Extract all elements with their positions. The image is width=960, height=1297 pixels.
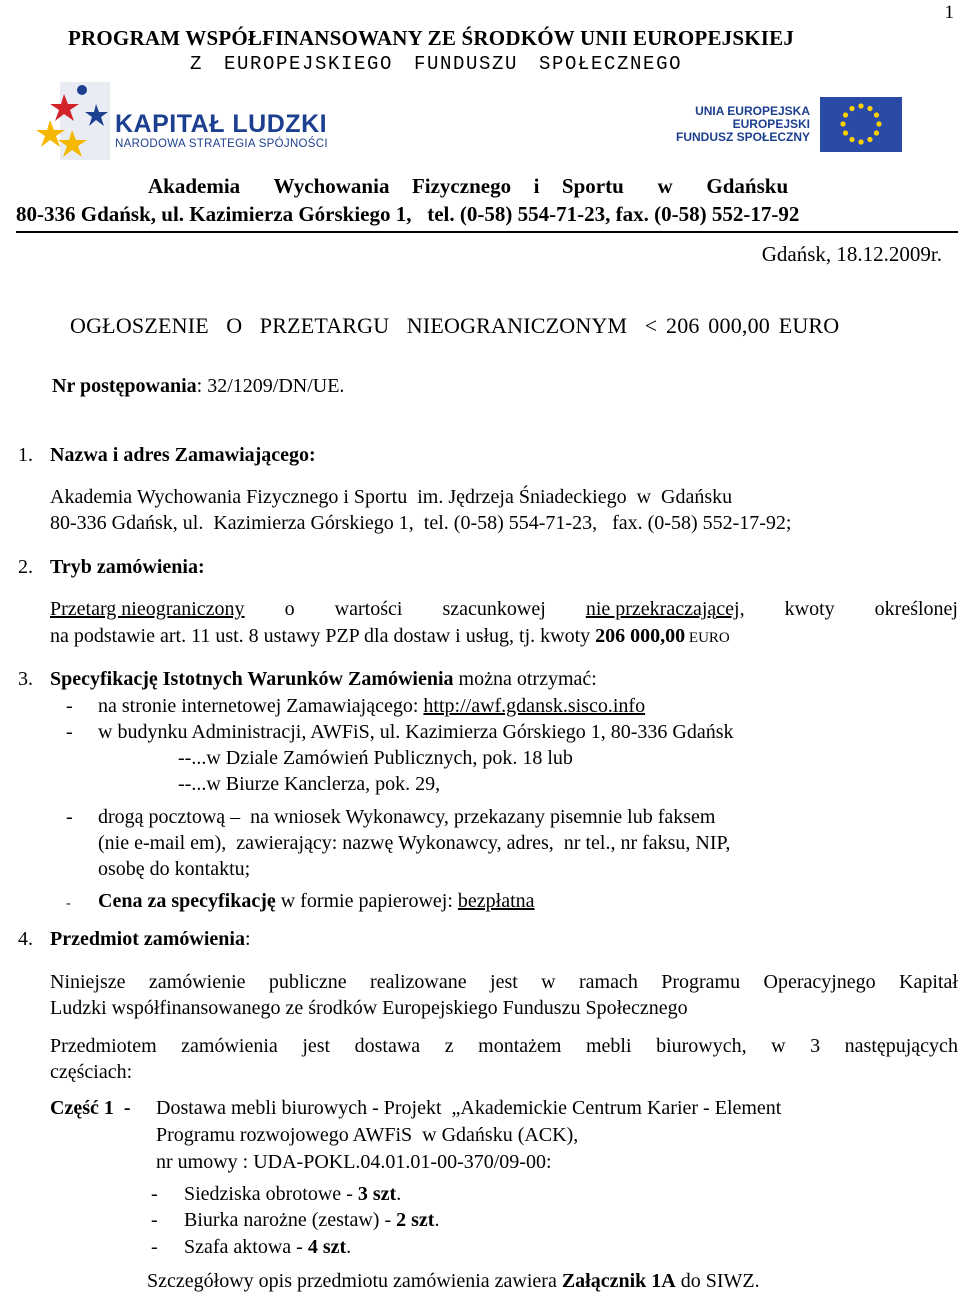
eu-label-line2: EUROPEJSKI (732, 117, 810, 131)
page-number: 1 (944, 2, 954, 23)
item-dash: - (151, 1209, 158, 1231)
currency: EURO (685, 630, 730, 646)
price-label: Cena za specyfikację (98, 890, 276, 912)
word: mebli (585, 1035, 632, 1057)
item-qty: 3 szt (357, 1183, 397, 1205)
kapital-ludzki-subtitle: NARODOWA STRATEGIA SPÓJNOŚCI (115, 138, 328, 150)
section-3-number: 3. (18, 668, 33, 690)
section-2-line2 (50, 625, 730, 648)
section-4-heading: Przedmiot zamówienia (50, 928, 245, 950)
item-name: Szafa aktowa - (184, 1236, 308, 1258)
section-3-heading-rest: można otrzymać: (453, 668, 597, 690)
bullet-dash: - (66, 896, 71, 911)
section-4-p1-line1 (50, 971, 958, 994)
detail-end: do SIWZ. (675, 1270, 760, 1292)
section-2-heading: Tryb zamówienia: (50, 556, 205, 578)
eu-fund-label (676, 105, 810, 144)
not-exceeding: nie przekraczającej (585, 598, 740, 620)
bullet-dash: - (66, 721, 73, 743)
institution-address: 80-336 Gdańsk, ul. Kazimierza Górskiego 1, tel. (0-58) 554-71-23, fax. (0-58) 552-17-92 (16, 202, 800, 226)
section-4-heading-line (50, 928, 251, 951)
item-desks (184, 1209, 439, 1232)
bullet-building-sub1: --...w Dziale Zamówień Publicznych, pok. 18 lub (178, 747, 573, 769)
word: w (541, 971, 556, 993)
section-4-p2-line2: częściach: (50, 1061, 133, 1083)
price-free: bezpłatna (457, 890, 535, 912)
word: szacunkowej (442, 598, 546, 620)
detail-note (147, 1270, 760, 1293)
bullet-post-line3: osobę do kontaktu; (98, 858, 251, 880)
attachment-ref: Załącznik 1A (561, 1270, 676, 1292)
section-4-p1-line2: Ludzki współfinansowanego ze środków Europejskiego Funduszu Społecznego (50, 997, 688, 1019)
word: montażem (478, 1035, 562, 1057)
section-2-number: 2. (18, 556, 33, 578)
word: biurowych, (656, 1035, 747, 1057)
document-title: OGŁOSZENIE O PRZETARGU NIEOGRANICZONYM < 206 000,00 EURO (70, 313, 840, 338)
item-chairs (184, 1183, 401, 1206)
item-cabinet (184, 1236, 351, 1259)
header-program-line: PROGRAM WSPÓŁFINANSOWANY ZE ŚRODKÓW UNII EUROPEJSKIEJ (68, 26, 795, 50)
section-2-line1 (50, 598, 958, 621)
item-qty: 4 szt (307, 1236, 347, 1258)
item-end: . (434, 1209, 440, 1231)
bullet-dash: - (66, 806, 73, 828)
word: Niniejsze (50, 971, 126, 993)
word: wartości (334, 598, 403, 620)
word: kwoty (784, 598, 835, 620)
section-3-heading-line (50, 668, 597, 691)
bullet-post-line2: (nie e-mail em), zawierający: nazwę Wykonawcy, adres, nr tel., nr faksu, NIP, (98, 832, 731, 854)
institution-name: Akademia Wychowania Fizycznego i Sportu w Gdańsku (148, 174, 789, 198)
word: Operacyjnego (763, 971, 876, 993)
item-name: Biurka narożne (zestaw) - (184, 1209, 397, 1231)
procedure-number-label: Nr postępowania (52, 375, 197, 397)
tender-type: Przetarg nieograniczony (50, 598, 245, 620)
word: Kapitał (899, 971, 958, 993)
word: publiczne (268, 971, 347, 993)
procedure-number (52, 375, 344, 398)
word: zamówienie (148, 971, 246, 993)
word: Programu (661, 971, 741, 993)
detail-text: Szczegółowy opis przedmiotu zamówienia zawiera (147, 1270, 562, 1292)
document-date: Gdańsk, 18.12.2009r. (761, 242, 942, 266)
word: dostawa (354, 1035, 421, 1057)
item-dash: - (151, 1183, 158, 1205)
word: ramach (579, 971, 638, 993)
word: jest (490, 971, 518, 993)
section-1-number: 1. (18, 444, 33, 466)
part-line3: nr umowy : UDA-POKL.04.01.01-00-370/09-00: (156, 1151, 552, 1173)
eu-label-line1: UNIA EUROPEJSKA (695, 104, 810, 118)
word: następujących (844, 1035, 958, 1057)
bullet-price (98, 890, 535, 913)
item-dash: - (151, 1236, 158, 1258)
part-line1: Dostawa mebli biurowych - Projekt „Akademickie Centrum Karier - Element (156, 1097, 782, 1119)
section-4-number: 4. (18, 928, 33, 950)
word: realizowane (370, 971, 467, 993)
website-link[interactable]: http://awf.gdansk.sisco.info (423, 695, 646, 717)
section-1-line2: 80-336 Gdańsk, ul. Kazimierza Górskiego 1, tel. (0-58) 554-71-23, fax. (0-58) 552-17-92; (50, 512, 792, 534)
word: określonej (874, 598, 958, 620)
word: , (739, 598, 745, 620)
bullet-website (98, 695, 645, 718)
eu-label-line3: FUNDUSZ SPOŁECZNY (675, 130, 810, 144)
bullet-post-line1: drogą pocztową – na wniosek Wykonawcy, przekazany pisemnie lub faksem (98, 806, 716, 828)
header-fund-line: Z EUROPEJSKIEGO FUNDUSZU SPOŁECZNEGO (190, 53, 683, 75)
section-4-p2-line1 (50, 1035, 958, 1058)
part-line2: Programu rozwojowego AWFiS w Gdańsku (ACK), (156, 1124, 579, 1146)
bullet-building: w budynku Administracji, AWFiS, ul. Kazimierza Górskiego 1, 80-336 Gdańsk (98, 721, 734, 743)
word: w (771, 1035, 786, 1057)
bullet-website-text: na stronie internetowej Zamawiającego: (98, 695, 424, 717)
header-divider (16, 231, 958, 233)
part-label: Część 1 - (50, 1097, 131, 1119)
item-end: . (396, 1183, 402, 1205)
word: 3 (810, 1035, 821, 1057)
word: zamówienia (181, 1035, 278, 1057)
section-4-colon: : (244, 928, 251, 950)
section-1-line1: Akademia Wychowania Fizycznego i Sportu im. Jędrzeja Śniadeckiego w Gdańsku (50, 486, 733, 508)
price-text: w formie papierowej: (275, 890, 458, 912)
item-end: . (346, 1236, 352, 1258)
procedure-number-value: : 32/1209/DN/UE. (196, 375, 345, 397)
word: Przedmiotem (50, 1035, 157, 1057)
word: jest (302, 1035, 331, 1057)
bullet-dash: - (66, 695, 73, 717)
item-qty: 2 szt (396, 1209, 435, 1231)
word: z (444, 1035, 454, 1057)
threshold-amount: 206 000,00 (595, 625, 686, 647)
section-1-heading: Nazwa i adres Zamawiającego: (50, 444, 316, 466)
eu-flag-icon (820, 97, 902, 152)
kapital-ludzki-title: KAPITAŁ LUDZKI (115, 110, 328, 138)
section-2-line2-text: na podstawie art. 11 ust. 8 ustawy PZP dla dostaw i usług, tj. kwoty (50, 625, 596, 647)
word: o (284, 598, 295, 620)
item-name: Siedziska obrotowe - (184, 1183, 358, 1205)
section-3-heading: Specyfikację Istotnych Warunków Zamówienia (50, 668, 454, 690)
bullet-building-sub2: --...w Biurze Kanclerza, pok. 29, (178, 773, 441, 795)
